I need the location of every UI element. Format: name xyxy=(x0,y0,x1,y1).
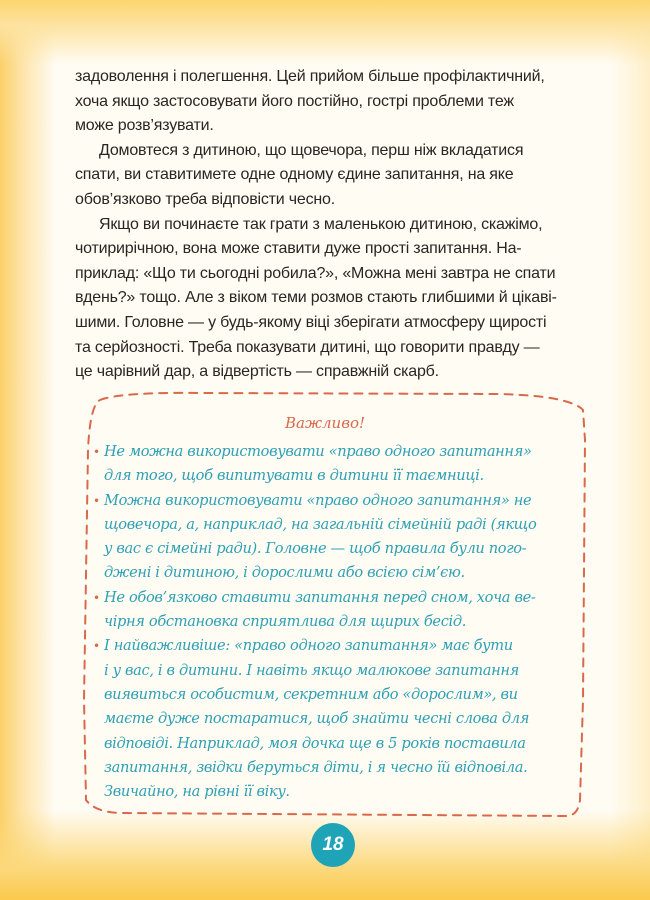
text-line: виявиться особистим, секретним або «дорослим», ви xyxy=(104,685,518,703)
text-line: і у вас, і в дитини. І навіть якщо малюкове запитання xyxy=(104,661,519,679)
text-line: Не можна використовувати «право одного запитання» xyxy=(104,443,532,460)
bullet-icon: • xyxy=(93,445,100,459)
text-line: обов’язково треба відповісти чесно. xyxy=(75,190,335,208)
text-line: чірня обстановка сприятлива для щирих бесід. xyxy=(104,613,467,631)
text-line: щовечора, а, наприклад, на загальній сімейній раді (якщо xyxy=(104,515,537,533)
important-box-title: Важливо! xyxy=(284,414,366,432)
text-line: Можна використовувати «право одного запитання» не xyxy=(104,491,532,509)
text-line: задоволення і полегшення. Цей прийом більше профілактичний, xyxy=(75,68,545,85)
bullet-icon: • xyxy=(93,590,100,605)
list-item xyxy=(93,634,584,804)
page-number-badge: 18 xyxy=(311,823,355,867)
text-line: для того, щоб випитувати в дитини її таємниці. xyxy=(104,467,484,485)
text-line: запитання, звідки беруться діти, і я чесно їй відповіла. xyxy=(104,758,528,776)
text-line: у вас є сімейні ради). Головне — щоб правила були пого- xyxy=(104,540,527,558)
list-item xyxy=(93,440,584,489)
important-list xyxy=(93,440,584,804)
list-item xyxy=(93,586,584,635)
text-line: І найважливіше: «право одного запитання» має бути xyxy=(104,637,513,655)
bullet-icon: • xyxy=(93,639,100,654)
text-line: це чарівний дар, а відвертість — справжній скарб. xyxy=(75,363,439,381)
text-line: чотирирічною, вона може ставити дуже прості запитання. На- xyxy=(75,240,522,258)
text-line: приклад: «Що ти сьогодні робила?», «Можна мені завтра не спати xyxy=(75,264,556,282)
text-line: хоча якщо застосовувати його постійно, гострі проблеми теж xyxy=(75,92,514,110)
text-line: маєте дуже постаратися, щоб знайти чесні слова для xyxy=(104,710,530,728)
text-line: Домовтеся з дитиною, що щовечора, перш ніж вкладатися xyxy=(99,141,524,159)
list-item xyxy=(93,489,584,586)
text-line: та серйозності. Треба показувати дитині, що говорити правду — xyxy=(75,338,540,356)
text-line: може розв’язувати. xyxy=(75,117,214,135)
text-line: Якщо ви починаєте так грати з маленькою дитиною, скажімо, xyxy=(99,215,543,233)
text-line: Не обов’язково ставити запитання перед сном, хоча ве- xyxy=(104,588,536,606)
text-line: Звичайно, на рівні її віку. xyxy=(104,783,290,801)
text-line: вдень?» тощо. Але з віком теми розмов стають глибшими й цікаві- xyxy=(75,289,557,307)
bullet-icon: • xyxy=(93,493,100,508)
text-line: джені і дитиною, і дорослими або всією сім’єю. xyxy=(104,564,465,582)
text-line: відповіді. Наприклад, моя дочка ще в 5 років поставила xyxy=(104,734,526,752)
text-line: шими. Головне — у будь-якому віці зберігати атмосферу щирості xyxy=(75,313,547,331)
text-line: спати, ви ставитимете одне одному єдине запитання, на яке xyxy=(75,166,514,184)
